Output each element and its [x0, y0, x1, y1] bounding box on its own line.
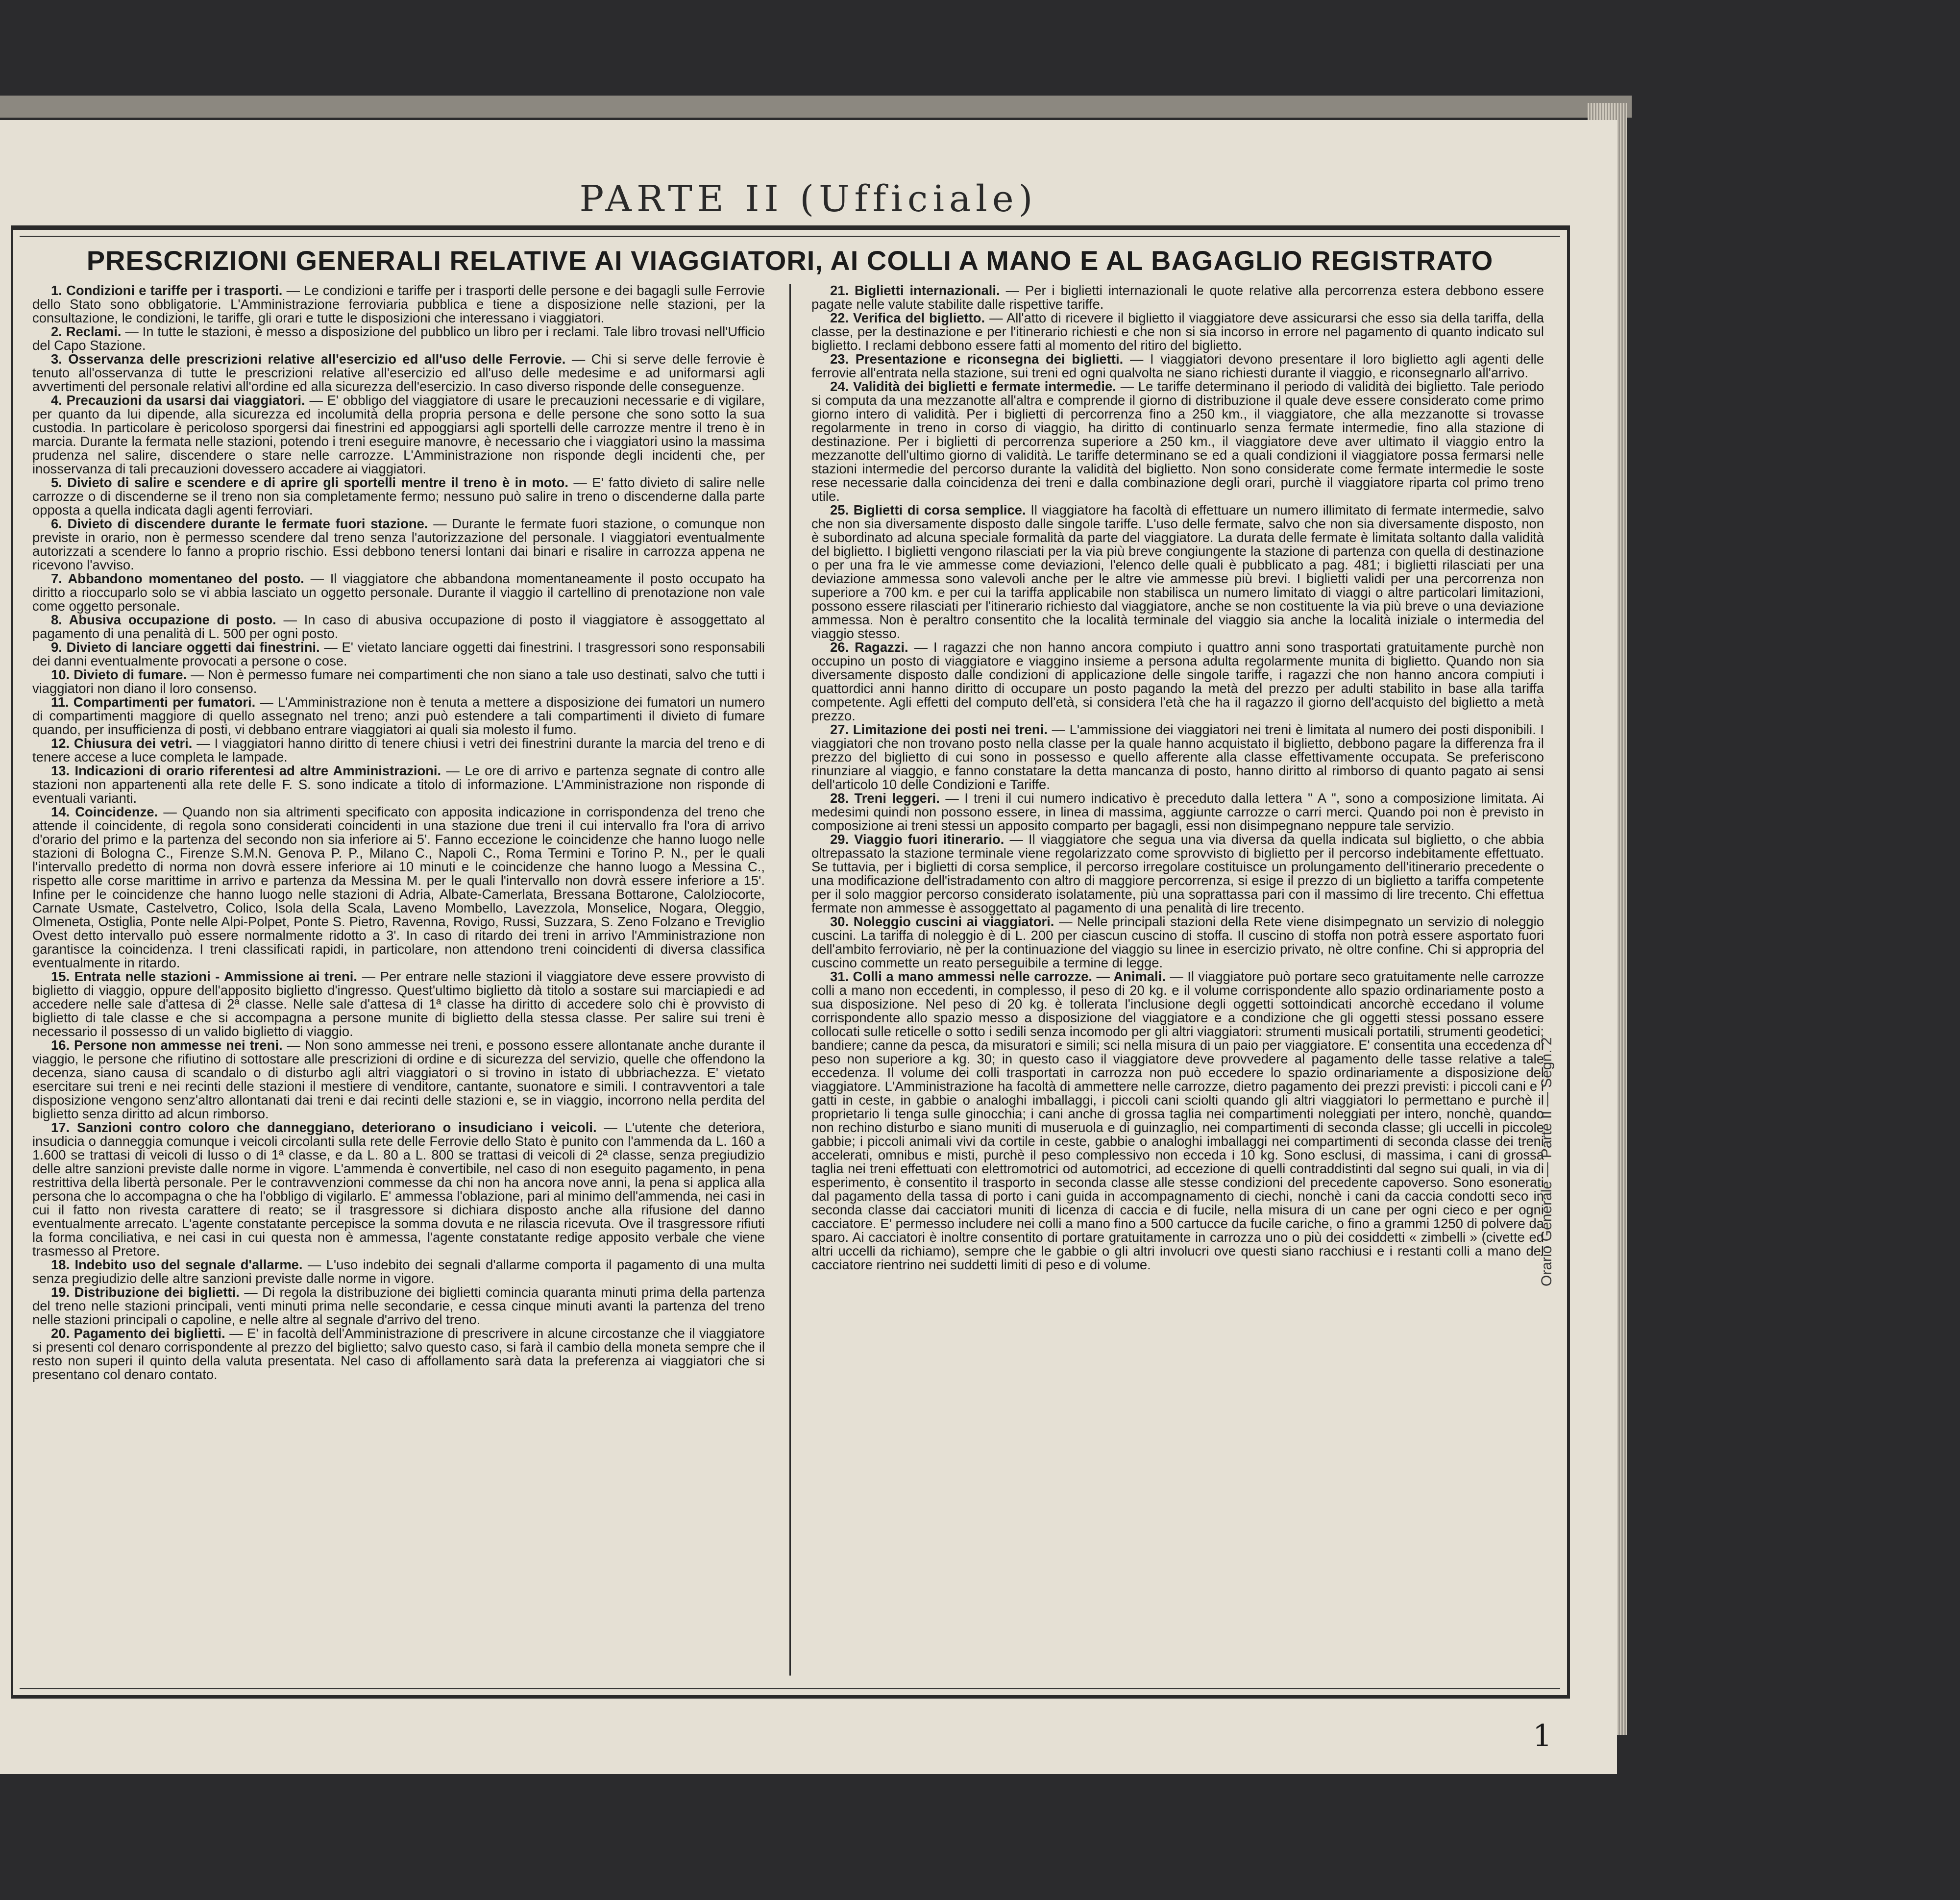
- section-body: — Durante le fermate fuori stazione, o comunque non previste in orario, non è permesso scendere dal treno senza l'autorizzazione del personale. I viaggiatori eventualmente autorizzati a scendere lo fanno a proprio rischio. Essi debbono tenersi lontani dai binari e risalire in carrozza appena ne ricevono l'avviso.: [32, 516, 765, 572]
- section-heading: 18. Indebito uso del segnale d'allarme.: [51, 1257, 308, 1272]
- section-1: [32, 284, 765, 325]
- section-2: [32, 325, 765, 352]
- section-heading: 3. Osservanza delle prescrizioni relative all'esercizio ed all'uso delle Ferrovie.: [51, 351, 572, 367]
- side-note: Orario Generale — Parte II — Segn. 2: [1539, 1037, 1555, 1286]
- section-heading: 22. Verifica del biglietto.: [830, 310, 990, 325]
- section-body: — E' vietato lanciare oggetti dai finestrini. I trasgressori sono responsabili dei danni eventualmente provocati a persone o cose.: [32, 640, 765, 668]
- section-9: [32, 641, 765, 668]
- section-heading: 10. Divieto di fumare.: [51, 667, 191, 682]
- section-heading: 20. Pagamento dei biglietti.: [51, 1326, 230, 1341]
- right-column: [811, 284, 1544, 1676]
- section-heading: 2. Reclami.: [51, 324, 125, 339]
- page-number: 1: [1533, 1718, 1552, 1753]
- section-heading: 17. Sanzioni contro coloro che danneggiano, deteriorano o insudiciano i veicoli.: [51, 1120, 604, 1135]
- section-10: [32, 668, 765, 695]
- section-heading: 11. Compartimenti per fumatori.: [51, 694, 260, 710]
- section-heading: 15. Entrata nelle stazioni - Ammissione ai treni.: [51, 969, 362, 984]
- section-22: [811, 311, 1544, 352]
- section-11: [32, 695, 765, 737]
- column-divider: [789, 284, 791, 1676]
- section-16: [32, 1038, 765, 1121]
- section-18: [32, 1258, 765, 1285]
- section-body: — Le tariffe determinano il periodo di validità dei biglietto. Tale periodo si computa da una mezzanotte all'altra e comprende il giorno di distribuzione il quale deve essere considerato come primo giorno intero di validità. Per i biglietti di percorrenza fino a 250 km., il viaggiatore, che alla mezzanotte si trovasse regolarmente in treno in corso di viaggio, ha diritto di continuarlo senza fermate intermedie, fino alla stazione di destinazione. Per i biglietti di percorrenza superiore a 250 km., il viaggiatore deve aver ultimato il viaggio entro la mezzanotte dell'ultimo giorno di validità. Le tariffe determinano se ed a quali condizioni il viaggiatore possa fermarsi nelle stazioni intermedie del percorso durante la validità del biglietto. Non sono considerate come fermate intermedie le soste rese necessarie dalla coincidenza dei treni e dalla combinazione degli orari, purchè il viaggiatore riparta col primo treno utile.: [811, 379, 1544, 504]
- section-heading: 6. Divieto di discendere durante le fermate fuori stazione.: [51, 516, 434, 531]
- section-body: — Le condizioni e tariffe per i trasporti delle persone e dei bagagli sulle Ferrovie dello Stato sono obbligatorie. L'Amministrazione ferroviaria pubblica e tiene a disposizione nelle stazioni, per la consultazione, le condizioni, le tariffe, gli orari e tutte le disposizioni che interessano i viaggiatori.: [32, 284, 765, 325]
- content-frame: [11, 225, 1570, 1699]
- part-header: PARTE II (Ufficiale): [579, 178, 1038, 220]
- section-body: — Per entrare nelle stazioni il viaggiatore deve essere provvisto di biglietto di viaggio, oppure dell'apposito biglietto d'ingresso. Quest'ultimo biglietto dà titolo a sostare sui marciapiedi e ad accedere nelle sale d'attesa di 2ª classe. Nelle sale d'attesa di 1ª classe ha diritto di accedere solo chi è provvisto di biglietto di tale classe e che si accompagna a persone munite di biglietto della stessa classe. Per salire sui treni è necessario il possesso di un valido biglietto di viaggio.: [32, 969, 765, 1039]
- section-19: [32, 1285, 765, 1327]
- left-column: [32, 284, 765, 1676]
- section-7: [32, 572, 765, 613]
- section-heading: 14. Coincidenze.: [51, 804, 164, 819]
- section-14: [32, 805, 765, 970]
- section-heading: 30. Noleggio cuscini ai viaggiatori.: [830, 914, 1059, 929]
- document-page: [0, 120, 1617, 1774]
- section-8: [32, 613, 765, 641]
- section-body: — Chi si serve delle ferrovie è tenuto all'osservanza di tutte le prescrizioni relative all'esercizio ed all'uso delle medesime e ad uniformarsi agli avvertimenti del personale relativi all'ordine ed alla sicurezza dell'esercizio. In caso diverso risponde delle conseguenze.: [32, 351, 765, 394]
- section-heading: 19. Distribuzione dei biglietti.: [51, 1284, 245, 1300]
- section-25: [811, 503, 1544, 641]
- section-body: — Quando non sia altrimenti specificato con apposita indicazione in corrispondenza del treno che attende il coincidente, di regola sono considerati coincidenti in una stazione due treni il cui intervallo fra l'ora di arrivo d'orario del primo e la partenza del secondo non sia inferiore ai 5'. Fanno eccezione le coincidenze che hanno luogo nelle stazioni di Bologna C., Firenze S.M.N. Genova P. P., Milano C., Napoli C., Roma Termini e Torino P. N., per le quali l'intervallo predetto di norma non dovrà essere inferiore ai 10 minuti e le coincidenze che hanno luogo a Messina C., rispetto alle corse marittime in arrivo e partenza da Messina M. per le quali l'intervallo non dovrà essere inferiore a 15'. Infine per le coincidenze che hanno luogo nelle stazioni di Adria, Albate-Camerlata, Bressana Bottarone, Calolziocorte, Carnate Usmate, Castelvetro, Colico, Isola della Scala, Laveno Mombello, Lavezzola, Monselice, Nogara, Oleggio, Olmeneta, Ostiglia, Ponte nelle Alpi-Polpet, Ponte S. Pietro, Ravenna, Rovigo, Russi, Suzzara, S. Zeno Folzano e Treviglio Ovest detto intervallo può essere normalmente ridotto a 3'. In caso di ritardo dei treni in arrivo l'Amministrazione non garantisce la coincidenza. I treni classificati rapidi, in particolare, non attendono treni coincidenti di diversa classifica eventualmente in ritardo.: [32, 804, 765, 970]
- section-body: — In caso di abusiva occupazione di posto il viaggiatore è assoggettato al pagamento di una penalità di L. 500 per ogni posto.: [32, 612, 765, 641]
- section-heading: 25. Biglietti di corsa semplice.: [830, 502, 1031, 518]
- section-body: — L'uso indebito dei segnali d'allarme comporta il pagamento di una multa senza pregiudizio delle altre sanzioni previste dalle norme in vigore.: [32, 1257, 765, 1286]
- section-12: [32, 737, 765, 764]
- section-6: [32, 517, 765, 572]
- section-heading: 26. Ragazzi.: [830, 640, 914, 655]
- section-heading: 13. Indicazioni di orario riferentesi ad altre Amministrazioni.: [51, 763, 446, 778]
- book-edge: [0, 96, 1632, 118]
- section-body: — Per i biglietti internazionali le quote relative alla percorrenza estera debbono essere pagate nelle valute stabilite dalle rispettive tariffe.: [811, 284, 1544, 312]
- section-body: — E' in facoltà dell'Amministrazione di prescrivere in alcune circostanze che il viaggiatore si presenti col denaro corrispondente al prezzo del biglietto; salvo questo caso, si farà il cambio della moneta sempre che il resto non superi il quinto della valuta presentata. Nel caso di affollamento sarà data la preferenza ai viaggiatori che si presentano col denaro contato.: [32, 1326, 765, 1382]
- section-4: [32, 394, 765, 476]
- section-body: — Di regola la distribuzione dei biglietti comincia quaranta minuti prima della partenza del treno nelle stazioni principali, venti minuti prima nelle secondarie, e cessa cinque minuti avanti la partenza del treno nelle stazioni principali o capoline, e nelle altre al segnale d'arrivo del treno.: [32, 1284, 765, 1327]
- section-21: [811, 284, 1544, 311]
- section-heading: 8. Abusiva occupazione di posto.: [51, 612, 284, 627]
- section-body: — I viaggiatori hanno diritto di tenere chiusi i vetri dei finestrini durante la marcia del treno e di tenere accese a luce completa le lampade.: [32, 736, 765, 765]
- section-15: [32, 970, 765, 1038]
- section-body: — Le ore di arrivo e partenza segnate di contro alle stazioni non appartenenti alla rete delle F. S. sono indicate a titolo di informazione. L'Amministrazione non risponde di eventuali varianti.: [32, 763, 765, 806]
- section-body: — Non è permesso fumare nei compartimenti che non siano a tale uso destinati, salvo che tutti i viaggiatori non diano il loro consenso.: [32, 667, 765, 696]
- section-3: [32, 352, 765, 394]
- section-body: — In tutte le stazioni, è messo a disposizione del pubblico un libro per i reclami. Tale libro trovasi nell'Ufficio del Capo Stazione.: [32, 324, 765, 353]
- section-body: — L'Amministrazione non è tenuta a mettere a disposizione dei fumatori un numero di compartimenti maggiore di quello assegnato nel treno; anzi può estendere a tali compartimenti il divieto di fumare quando, per insufficienza di posti, vi debbano entrare viaggiatori ai quali sia molesto il fumo.: [32, 694, 765, 737]
- section-heading: 7. Abbandono momentaneo del posto.: [51, 571, 311, 586]
- section-heading: 16. Persone non ammesse nei treni.: [51, 1037, 287, 1053]
- section-body: Il viaggiatore ha facoltà di effettuare un numero illimitato di fermate intermedie, salvo che non sia diversamente disposto dalle singole tariffe. L'uso delle fermate, salvo che non sia diversamente disposto, non è subordinato ad alcuna speciale formalità da parte del viaggiatore. La durata delle fermate è limitata soltanto dalla validità del biglietto. I biglietti vengono rilasciati per la via più breve congiungente la stazione di partenza con quella di destinazione o per una fra le vie ammesse come deviazioni, l'elenco delle quali è pubblicato a pag. 481; i biglietti rilasciati per una deviazione ammessa sono valevoli anche per le altre vie ammesse più brevi. I biglietti validi per una percorrenza non superiore a 700 km. e per cui la tariffa applicabile non stabilisca un numero limitato di viaggi o altre particolari limitazioni, possono essere rilasciati per l'itinerario richiesto dal viaggiatore, anche se non costituente la via più breve o una deviazione ammessa. Non è peraltro consentito che la località terminale del viaggio sia anche la località iniziale o intermedia del viaggio stesso.: [811, 502, 1544, 641]
- section-heading: 28. Treni leggeri.: [830, 790, 946, 806]
- section-27: [811, 723, 1544, 791]
- section-31: [811, 970, 1544, 1272]
- section-heading: 5. Divieto di salire e scendere e di aprire gli sportelli mentre il treno è in moto.: [51, 475, 574, 490]
- section-body: — E' fatto divieto di salire nelle carrozze o di discenderne se il treno non sia completamente fermo; nessuno può salire in treno o discenderne dalla parte opposta a quella indicata dagli agenti ferroviari.: [32, 475, 765, 518]
- section-body: — Non sono ammesse nei treni, e possono essere allontanate anche durante il viaggio, le persone che rifiutino di sottostare alle prescrizioni di ordine e di sicurezza del servizio, quelle che offendono la decenza, siano causa di scandalo o di disturbo agli altri viaggiatori o si trovino in istato di ubbriachezza. E' vietato esercitare sui treni e nei recinti delle stazioni il mestiere di venditore, cantante, suonatore e simili. I contravventori a tale disposizione vengono senz'altro allontanati dai treni e dai recinti delle stazioni e, se in viaggio, incorrono nella perdita del biglietto senza diritto ad alcun rimborso.: [32, 1037, 765, 1121]
- section-body: — L'ammissione dei viaggiatori nei treni è limitata al numero dei posti disponibili. I viaggiatori che non trovano posto nella classe per la quale hanno acquistato il biglietto, debbono pagare la differenza fra il prezzo del biglietto di cui sono in possesso e quello afferente alla classe effettivamente occupata. Se preferiscono rinunziare al viaggio, e fanno constatare la detta mancanza di posto, hanno diritto al rimborso di quanto pagato ai sensi dell'articolo 10 delle Condizioni e Tariffe.: [811, 722, 1544, 792]
- section-23: [811, 352, 1544, 380]
- section-body: — E' obbligo del viaggiatore di usare le precauzioni necessarie e di vigilare, per quanto da lui dipende, alla sicurezza ed incolumità della propria persona e delle persone che sono sotto la sua custodia. In particolare è pericoloso sporgersi dai finestrini ed appoggiarsi agli sportelli delle carrozze mentre il treno è in marcia. Durante la fermata nelle stazioni, potendo i treni eseguire manovre, è necessario che i viaggiatori usino la massima prudenza nel salire, discendere o stare nelle carrozze. L'Amministrazione non risponde degli incidenti che, per inosservanza di tali precauzioni dovessero accadere ai viaggiatori.: [32, 393, 765, 476]
- section-body: — Il viaggiatore che abbandona momentaneamente il posto occupato ha diritto a rioccuparlo solo se vi abbia lasciato un oggetto personale. Durante il viaggio il cartellino di prenotazione non vale come oggetto personale.: [32, 571, 765, 614]
- section-body: — Il viaggiatore che segua una via diversa da quella indicata sul biglietto, o che abbia oltrepassato la stazione terminale viene regolarizzato come sprovvisto di biglietto per il percorso indebitamente effettuato. Se tuttavia, per i biglietti di corsa semplice, il percorso irregolare costituisce un prolungamento dell'itinerario precedente o una modificazione dell'istradamento con altro di maggiore percorrenza, si esige il prezzo di un biglietto a tariffa competente per il solo maggior percorso considerato isolatamente, più una soprattassa pari con il massimo di lire trecento. Chi effettua fermate non ammesse è assoggettato al pagamento di una penalità di lire trecento.: [811, 832, 1544, 915]
- section-heading: 31. Colli a mano ammessi nelle carrozze. — Animali.: [830, 969, 1170, 984]
- section-heading: 1. Condizioni e tariffe per i trasporti.: [51, 284, 287, 298]
- section-body: — I treni il cui numero indicativo è preceduto dalla lettera " A ", sono a composizione limitata. Ai medesimi quindi non possono essere, in linea di massima, aggiunte carrozze o carri merci. Quando poi non è previsto in composizione ai treni stessi un apposito comparto per bagagli, essi non disimpegnano neppure tale servizio.: [811, 790, 1544, 833]
- section-13: [32, 764, 765, 805]
- section-29: [811, 833, 1544, 915]
- section-body: — All'atto di ricevere il biglietto il viaggiatore deve assicurarsi che esso sia della tariffa, della classe, per la destinazione e per l'itinerario richiesti e che non si sia incorso in errore nel pagamento di quanto indicato sul biglietto. I reclami debbono essere fatti al momento del ritiro del biglietto.: [811, 310, 1544, 353]
- section-5: [32, 476, 765, 517]
- section-heading: 4. Precauzioni da usarsi dai viaggiatori.: [51, 393, 310, 408]
- section-28: [811, 791, 1544, 833]
- section-body: — Nelle principali stazioni della Rete viene disimpegnato un servizio di noleggio cuscini. La tariffa di noleggio è di L. 200 per ciascun cuscino di stoffa. Il cuscino di stoffa non potrà essere asportato fuori dell'ambito ferroviario, nè per la continuazione del viaggio su linee in esercizio privato, nè oltre confine. Chi si appropria del cuscino commette un reato perseguibile a termine di legge.: [811, 914, 1544, 970]
- main-title: PRESCRIZIONI GENERALI RELATIVE AI VIAGGIATORI, AI COLLI A MANO E AL BAGAGLIO REGISTRATO: [86, 245, 1494, 276]
- section-17: [32, 1121, 765, 1258]
- section-heading: 21. Biglietti internazionali.: [830, 284, 1006, 298]
- section-body: — I viaggiatori devono presentare il loro biglietto agli agenti delle ferrovie all'entrata nella stazione, sui treni ed ogni qualvolta ne siano richiesti durante il viaggio, e riconsegnarlo all'arrivo.: [811, 351, 1544, 380]
- section-heading: 12. Chiusura dei vetri.: [51, 736, 197, 751]
- section-26: [811, 641, 1544, 723]
- section-20: [32, 1327, 765, 1382]
- section-body: — I ragazzi che non hanno ancora compiuto i quattro anni sono trasportati gratuitamente purchè non occupino un posto di viaggiatore e viaggino insieme a persona adulta regolarmente munita di biglietto. Quando non sia diversamente disposto dalle condizioni di applicazione delle singole tariffe, i ragazzi che non hanno ancora compiuti i quattordici anni hanno diritto di occupare un posto pagando la metà del prezzo per adulti stabilito in base alla tariffa competente. Agli effetti del computo dell'età, si considera l'età che ha il ragazzo il giorno dell'acquisto del biglietto a metà prezzo.: [811, 640, 1544, 723]
- section-body: — L'utente che deteriora, insudicia o danneggia comunque i veicoli circolanti sulla rete delle Ferrovie dello Stato è punito con l'ammenda da L. 160 a 1.600 se trattasi di veicoli di lusso o di 1ª classe, e da L. 80 a L. 800 se trattasi di veicoli di 2ª classe, senza pregiudizio delle altre sanzioni previste dalle norme in vigore. L'ammenda è convertibile, nel caso di non eseguito pagamento, in pena restrittiva della libertà personale. Per le contravvenzioni commesse da chi non ha ancora nove anni, la pena si applica alla persona che lo accompagna o che ha l'obbligo di vigilarlo. E' ammessa l'oblazione, pari al minimo dell'ammenda, nei casi in cui il fatto non rivesta carattere di reato; se il trasgressore si dichiara disposto anche alla rifusione del danno eventualmente arrecato. L'agente constatante percepisce la somma dovuta e ne rilascia ricevuta. Ove il trasgressore rifiuti la forma conciliativa, e nei casi in cui questa non è ammessa, l'agente constatante redige apposito verbale che viene trasmesso al Pretore.: [32, 1120, 765, 1258]
- section-heading: 27. Limitazione dei posti nei treni.: [830, 722, 1052, 737]
- section-30: [811, 915, 1544, 970]
- section-heading: 29. Viaggio fuori itinerario.: [830, 832, 1010, 847]
- section-heading: 9. Divieto di lanciare oggetti dai finestrini.: [51, 640, 324, 655]
- section-heading: 24. Validità dei biglietti e fermate intermedie.: [830, 379, 1121, 394]
- section-body: — Il viaggiatore può portare seco gratuitamente nelle carrozze colli a mano non eccedenti, in complesso, il peso di 20 kg. e il volume corrispondente allo spazio ordinariamente posto a sua disposizione. Nel peso di 20 kg. è tollerata l'inclusione degli oggetti sottoindicati ancorchè eccedano il volume corrispondente allo spazio messo a disposizione del viaggiatore e a condizione che gli oggetti stessi possano essere collocati sulle reticelle o sotto i sedili senza incomodo per gli altri viaggiatori: strumenti musicali portatili, strumenti geodetici; bandiere; canne da pesca, da misuratori e simili; sci nella misura di un paio per viaggiatore. E' consentita una eccedenza di peso non superiore a kg. 30; in questo caso il viaggiatore deve provvedere al pagamento delle tasse relative a tale eccedenza. Il volume dei colli trasportati in carrozza non può eccedere lo spazio ordinariamente a disposizione del viaggiatore. L'Amministrazione ha facoltà di ammettere nelle carrozze, dietro pagamento dei prezzi previsti: i piccoli cani e i gatti in ceste, in gabbie o analoghi imballaggi, i piccoli cani sciolti quando gli altri viaggiatori lo permettano e purchè il proprietario li tenga sulle ginocchia; i cani anche di grossa taglia nei compartimenti noleggiati per intero, nonchè, quando non rechino disturbo e siano muniti di museruola e di guinzaglio, nei compartimenti di seconda classe; gli uccelli in piccole gabbie; i piccoli animali vivi da cortile in ceste, gabbie o analoghi imballaggi nei compartimenti di seconda classe dei treni accelerati, omnibus e misti, purchè il peso complessivo non ecceda i 10 kg. Sono esclusi, di massima, i cani di grossa taglia nei treni effettuati con elettromotrici od automotrici, ad eccezione di quelli contraddistinti dal segno sui quali, in via di esperimento, è consentito il trasporto in seconda classe alle stesse condizioni del precedente capoverso. Sono esonerati dal pagamento della tassa di porto i cani guida in accompagnamento di ciechi, nonchè i cani da caccia condotti seco in seconda classe dai cacciatori muniti di licenza di caccia e di fucile, nella misura di un cane per ogni cieco e per ogni cacciatore. E' permesso includere nei colli a mano fino a 500 cartucce da fucile cariche, o fino a grammi 1250 di polvere da sparo. Ai cacciatori è inoltre consentito di portare gratuitamente in carrozza uno o più dei cosiddetti « zimbelli » (civette ed altri uccelli da richiamo), sempre che le gabbie o gli altri involucri ove questi siano racchiusi e i restanti colli a mano del cacciatore rientrino nei suddetti limiti di peso e di volume.: [811, 969, 1544, 1272]
- section-heading: 23. Presentazione e riconsegna dei biglietti.: [830, 351, 1130, 367]
- section-24: [811, 380, 1544, 503]
